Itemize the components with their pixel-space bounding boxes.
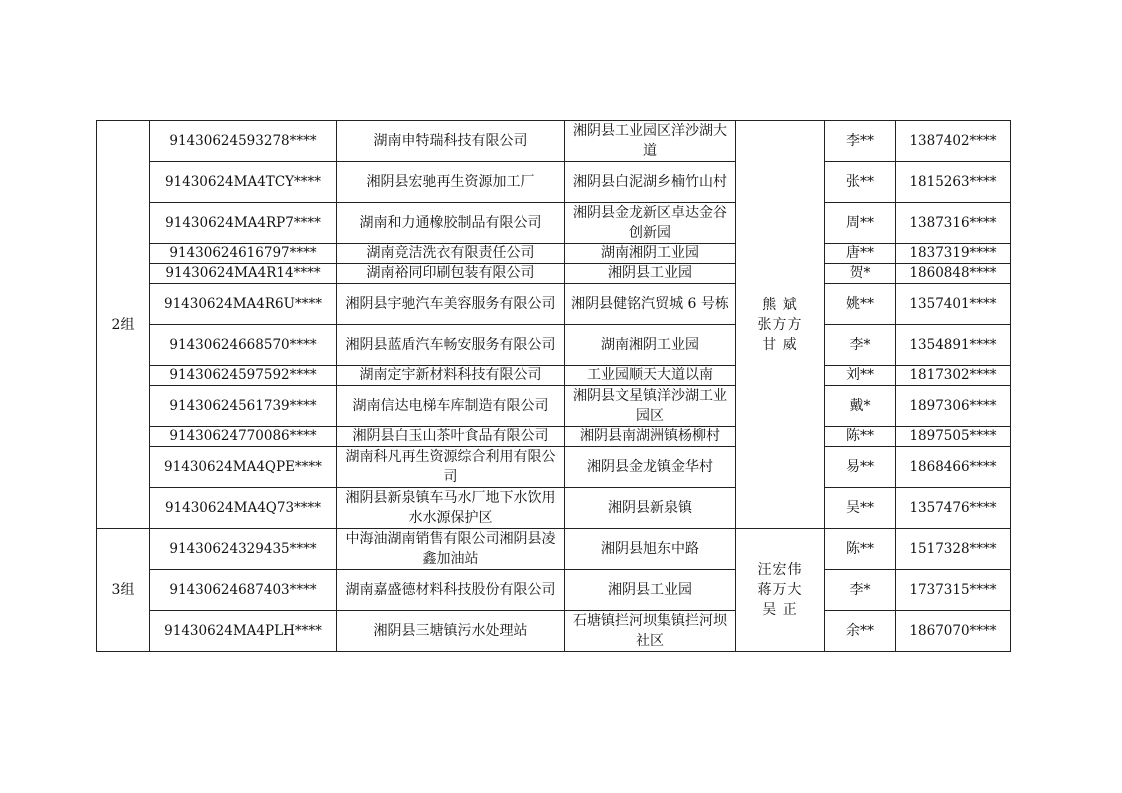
phone-cell: 1517328**** — [896, 529, 1011, 570]
credit-code-cell: 91430624668570**** — [150, 325, 337, 366]
table-row — [97, 611, 1011, 652]
company-name-cell: 湘阴县蓝盾汽车畅安服务有限公司 — [337, 325, 565, 366]
table-row — [97, 162, 1011, 203]
address-cell: 湖南湘阴工业园 — [565, 244, 736, 264]
group-leaders-cell — [736, 529, 825, 652]
group-leaders-cell — [736, 121, 825, 529]
credit-code-cell: 91430624616797**** — [150, 244, 337, 264]
address-cell: 湘阴县金龙镇金华村 — [565, 447, 736, 488]
address-cell: 工业园顺天大道以南 — [565, 366, 736, 386]
address-cell: 湖南湘阴工业园 — [565, 325, 736, 366]
contact-person-cell: 姚** — [825, 284, 896, 325]
contact-person-cell: 李* — [825, 570, 896, 611]
phone-cell: 1354891**** — [896, 325, 1011, 366]
phone-cell: 1897505**** — [896, 427, 1011, 447]
company-name-cell: 湘阴县白玉山茶叶食品有限公司 — [337, 427, 565, 447]
address-cell: 湘阴县文星镇洋沙湖工业园区 — [565, 386, 736, 427]
company-name-cell: 湖南信达电梯车库制造有限公司 — [337, 386, 565, 427]
phone-cell: 1868466**** — [896, 447, 1011, 488]
company-name-cell: 湘阴县新泉镇车马水厂地下水饮用水水源保护区 — [337, 488, 565, 529]
phone-cell: 1860848**** — [896, 264, 1011, 284]
phone-cell: 1897306**** — [896, 386, 1011, 427]
credit-code-cell: 91430624MA4QPE**** — [150, 447, 337, 488]
phone-cell: 1387402**** — [896, 121, 1011, 162]
company-name-cell: 湘阴县宇驰汽车美容服务有限公司 — [337, 284, 565, 325]
contact-person-cell: 周** — [825, 203, 896, 244]
table-row — [97, 203, 1011, 244]
address-cell: 湘阴县金龙新区卓达金谷创新园 — [565, 203, 736, 244]
address-cell: 湘阴县白泥湖乡楠竹山村 — [565, 162, 736, 203]
address-cell: 湘阴县旭东中路 — [565, 529, 736, 570]
contact-person-cell: 陈** — [825, 427, 896, 447]
company-name-cell: 湖南裕同印刷包装有限公司 — [337, 264, 565, 284]
contact-person-cell: 吴** — [825, 488, 896, 529]
company-name-cell: 湘阴县宏驰再生资源加工厂 — [337, 162, 565, 203]
phone-cell: 1817302**** — [896, 366, 1011, 386]
contact-person-cell: 戴* — [825, 386, 896, 427]
table-row — [97, 570, 1011, 611]
company-name-cell: 湖南竞洁洗衣有限责任公司 — [337, 244, 565, 264]
credit-code-cell: 91430624MA4R6U**** — [150, 284, 337, 325]
credit-code-cell: 91430624MA4TCY**** — [150, 162, 337, 203]
table-row — [97, 427, 1011, 447]
table-row — [97, 366, 1011, 386]
leader-name: 张方方 — [757, 316, 803, 333]
credit-code-cell: 91430624329435**** — [150, 529, 337, 570]
group-name-cell: 2组 — [97, 121, 150, 529]
leader-name: 熊 斌 — [762, 296, 798, 313]
leader-name: 甘 威 — [762, 336, 798, 353]
contact-person-cell: 张** — [825, 162, 896, 203]
address-cell: 湘阴县健铭汽贸城 6 号栋 — [565, 284, 736, 325]
table-row — [97, 244, 1011, 264]
company-name-cell: 中海油湖南销售有限公司湘阴县凌鑫加油站 — [337, 529, 565, 570]
phone-cell: 1357476**** — [896, 488, 1011, 529]
company-name-cell: 湘阴县三塘镇污水处理站 — [337, 611, 565, 652]
contact-person-cell: 唐** — [825, 244, 896, 264]
company-name-cell: 湖南申特瑞科技有限公司 — [337, 121, 565, 162]
table-row — [97, 264, 1011, 284]
roster-body — [97, 121, 1011, 652]
phone-cell: 1357401**** — [896, 284, 1011, 325]
phone-cell: 1815263**** — [896, 162, 1011, 203]
address-cell: 湘阴县南湖洲镇杨柳村 — [565, 427, 736, 447]
address-cell: 湘阴县工业园 — [565, 264, 736, 284]
credit-code-cell: 91430624593278**** — [150, 121, 337, 162]
contact-person-cell: 易** — [825, 447, 896, 488]
address-cell: 湘阴县工业园 — [565, 570, 736, 611]
table-row — [97, 284, 1011, 325]
contact-person-cell: 陈** — [825, 529, 896, 570]
table-row — [97, 386, 1011, 427]
company-name-cell: 湖南和力通橡胶制品有限公司 — [337, 203, 565, 244]
credit-code-cell: 91430624561739**** — [150, 386, 337, 427]
address-cell: 湘阴县工业园区洋沙湖大道 — [565, 121, 736, 162]
credit-code-cell: 91430624597592**** — [150, 366, 337, 386]
table-row — [97, 488, 1011, 529]
phone-cell: 1867070**** — [896, 611, 1011, 652]
company-name-cell: 湖南科凡再生资源综合利用有限公司 — [337, 447, 565, 488]
contact-person-cell: 刘** — [825, 366, 896, 386]
leader-name: 汪宏伟 — [757, 562, 803, 578]
credit-code-cell: 91430624MA4RP7**** — [150, 203, 337, 244]
contact-person-cell: 李** — [825, 121, 896, 162]
table-row — [97, 325, 1011, 366]
credit-code-cell: 91430624687403**** — [150, 570, 337, 611]
table-row — [97, 529, 1011, 570]
inspection-roster-table — [96, 120, 1011, 652]
leader-name: 吴 正 — [762, 602, 798, 618]
company-name-cell: 湖南嘉盛德材料科技股份有限公司 — [337, 570, 565, 611]
phone-cell: 1387316**** — [896, 203, 1011, 244]
leader-name: 蒋万大 — [757, 582, 803, 598]
company-name-cell: 湖南定宇新材料科技有限公司 — [337, 366, 565, 386]
table-row — [97, 447, 1011, 488]
contact-person-cell: 贺* — [825, 264, 896, 284]
table-row — [97, 121, 1011, 162]
credit-code-cell: 91430624MA4PLH**** — [150, 611, 337, 652]
credit-code-cell: 91430624MA4R14**** — [150, 264, 337, 284]
address-cell: 石塘镇拦河坝集镇拦河坝社区 — [565, 611, 736, 652]
credit-code-cell: 91430624770086**** — [150, 427, 337, 447]
phone-cell: 1737315**** — [896, 570, 1011, 611]
address-cell: 湘阴县新泉镇 — [565, 488, 736, 529]
credit-code-cell: 91430624MA4Q73**** — [150, 488, 337, 529]
contact-person-cell: 李* — [825, 325, 896, 366]
group-name-cell: 3组 — [97, 529, 150, 652]
phone-cell: 1837319**** — [896, 244, 1011, 264]
contact-person-cell: 余** — [825, 611, 896, 652]
